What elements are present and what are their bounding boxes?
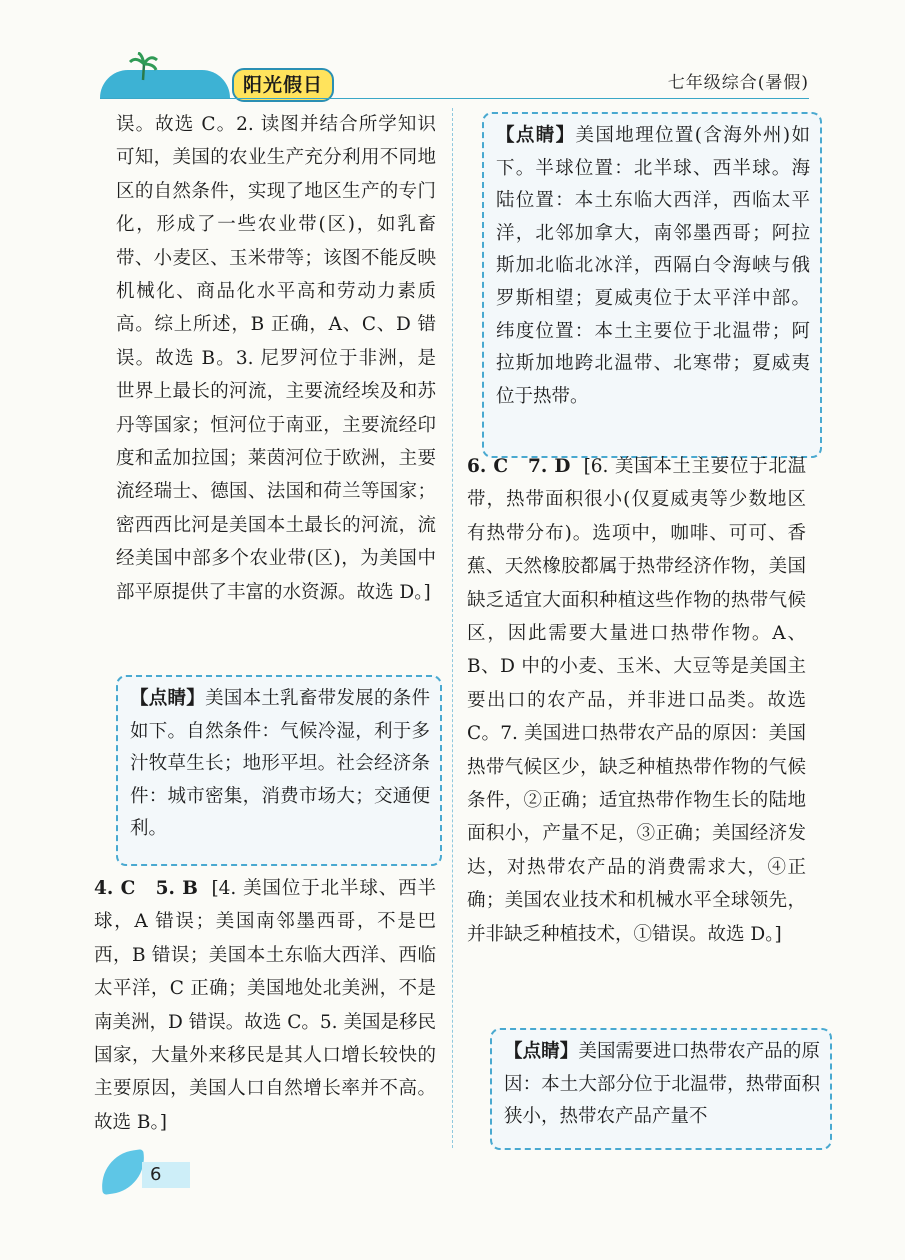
- wave-graphic: [100, 70, 230, 98]
- answer-explanation: [4. 美国位于北半球、西半球，A 错误；美国南邻墨西哥，不是巴西，B 错误；美国本土东临大西洋、西临太平洋，C 正确；美国地处北美洲，不是南美洲，D 错误。故选 C。5. 美国是移民国家，大量外来移民是其人口增长较快的主要原因，美国人口自然增长率并不高。故选 B。]: [94, 878, 437, 1133]
- leaf-icon: [97, 1149, 148, 1195]
- answer-6-7: [467, 450, 806, 951]
- tip-tag: 【点睛】: [130, 688, 206, 709]
- header-divider: [100, 98, 809, 99]
- brand-label: 阳光假日: [232, 68, 334, 102]
- tip-paragraph: [130, 683, 430, 846]
- tip-box-dairy: [116, 675, 442, 866]
- tip-text: 美国本土乳畜带发展的条件如下。自然条件：气候冷湿，利于多汁牧草生长；地形平坦。社会经济条件：城市密集，消费市场大；交通便利。: [130, 688, 430, 840]
- tip-box-import: [490, 1028, 832, 1150]
- page-number: 6: [142, 1162, 190, 1188]
- tip-box-location: [482, 112, 822, 458]
- page-header: [0, 0, 905, 112]
- column-divider: [452, 108, 453, 1148]
- tip-paragraph: [504, 1036, 820, 1134]
- answer-4-5-paragraph: [94, 872, 436, 1139]
- answer-number: 6. C 7. D: [467, 456, 571, 477]
- tip-text: 美国地理位置(含海外州)如下。半球位置：北半球、西半球。海陆位置：本土东临大西洋，西临太平洋，北邻加拿大，南邻墨西哥；阿拉斯加北临北冰洋，西隔白令海峡与俄罗斯相望；夏威夷位于太平洋中部。纬度位置：本土主要位于北温带；阿拉斯加地跨北温带、北寒带；夏威夷位于热带。: [496, 125, 810, 407]
- answer-4-5: [94, 872, 436, 1139]
- tip-tag: 【点睛】: [496, 125, 576, 146]
- page-footer: [100, 1152, 190, 1192]
- answer-6-7-paragraph: [467, 450, 806, 951]
- grade-title: 七年级综合(暑假): [667, 73, 809, 93]
- palm-tree-icon: [128, 52, 158, 82]
- tip-text: 美国需要进口热带农产品的原因：本土大部分位于北温带，热带面积狭小，热带农产品产量不: [504, 1041, 820, 1128]
- logo: [100, 52, 330, 98]
- left-column: [116, 108, 436, 609]
- tip-paragraph: [496, 120, 810, 413]
- answer-explanation: [6. 美国本土主要位于北温带，热带面积很小(仅夏威夷等少数地区有热带分布)。选项中，咖啡、可可、香蕉、天然橡胶都属于热带经济作物，美国缺乏适宜大面积种植这些作物的热带气候区，因此需要大量进口热带作物。A、B、D 中的小麦、玉米、大豆等是美国主要出口的农产品，并非进口品类。故选 C。7. 美国进口热带农产品的原因：美国热带气候区少，缺乏种植热带作物的气候条件，②正确；适宜热带作物生长的陆地面积小，产量不足，③正确；美国经济发达，对热带农产品的消费需求大，④正确；美国农业技术和机械水平全球领先，并非缺乏种植技术，①错误。故选 D。]: [467, 456, 807, 945]
- answer-text-1-3: 误。故选 C。2. 读图并结合所学知识可知，美国的农业生产充分利用不同地区的自然条件，实现了地区生产的专门化，形成了一些农业带(区)，如乳畜带、小麦区、玉米带等；该图不能反映机械化、商品化水平高和劳动力素质高。综上所述，B 正确，A、C、D 错误。故选 B。3. 尼罗河位于非洲，是世界上最长的河流，主要流经埃及和苏丹等国家；恒河位于南亚，主要流经印度和孟加拉国；莱茵河位于欧洲，主要流经瑞士、德国、法国和荷兰等国家；密西西比河是美国本土最长的河流，流经美国中部多个农业带(区)，为美国中部平原提供了丰富的水资源。故选 D。]: [116, 114, 436, 603]
- answer-number: 4. C 5. B: [94, 878, 198, 899]
- tip-tag: 【点睛】: [504, 1041, 579, 1062]
